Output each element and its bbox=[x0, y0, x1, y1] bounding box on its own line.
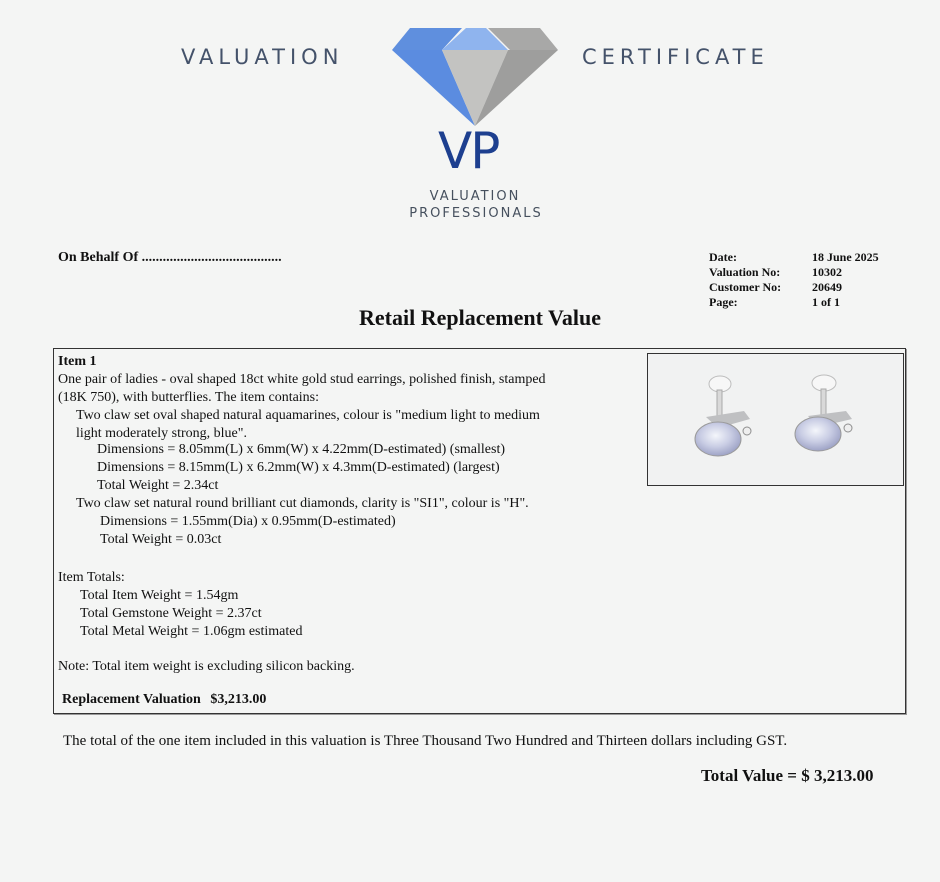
item-note: Note: Total item weight is excluding silicon backing. bbox=[58, 659, 355, 674]
brand-line-professionals: PROFESSIONALS bbox=[409, 206, 543, 221]
aquamarine-description-line-1: Two claw set oval shaped natural aquamarines, colour is "medium light to medium bbox=[76, 408, 540, 423]
header-certificate-word: CERTIFICATE bbox=[582, 45, 769, 69]
meta-value-customer-no: 20649 bbox=[812, 280, 842, 294]
diamond-dimensions: Dimensions = 1.55mm(Dia) x 0.95mm(D-estimated) bbox=[100, 514, 396, 529]
on-behalf-label: On Behalf Of bbox=[58, 250, 139, 265]
meta-label-valuation-no: Valuation No: bbox=[709, 265, 781, 279]
logo-vp-letters: VP bbox=[438, 122, 499, 180]
total-gemstone-weight: Total Gemstone Weight = 2.37ct bbox=[80, 606, 262, 621]
total-item-weight: Total Item Weight = 1.54gm bbox=[80, 588, 239, 603]
on-behalf-of bbox=[58, 250, 282, 266]
aquamarine-description-line-2: light moderately strong, blue". bbox=[76, 426, 247, 441]
aquamarine-dimensions-smallest: Dimensions = 8.05mm(L) x 6mm(W) x 4.22mm(D-estimated) (smallest) bbox=[97, 442, 505, 457]
item-heading: Item 1 bbox=[58, 354, 97, 369]
item-photo bbox=[647, 353, 904, 486]
replacement-valuation bbox=[62, 691, 266, 709]
meta-label-page: Page: bbox=[709, 295, 738, 309]
document-title: Retail Replacement Value bbox=[359, 305, 601, 330]
meta-label-customer-no: Customer No: bbox=[709, 280, 782, 294]
meta-label-date: Date: bbox=[709, 250, 737, 264]
diamond-description: Two claw set natural round brilliant cut diamonds, clarity is "SI1", colour is "H". bbox=[76, 496, 529, 511]
replacement-valuation-label: Replacement Valuation bbox=[62, 692, 201, 707]
replacement-valuation-value: $3,213.00 bbox=[210, 692, 267, 707]
brand-line-valuation: VALUATION bbox=[429, 189, 521, 204]
total-value: Total Value = $ 3,213.00 bbox=[701, 766, 874, 785]
meta-value-valuation-no: 10302 bbox=[812, 265, 842, 279]
total-metal-weight: Total Metal Weight = 1.06gm estimated bbox=[80, 624, 303, 639]
item-description-line-1: One pair of ladies - oval shaped 18ct white gold stud earrings, polished finish, stamped bbox=[58, 372, 546, 387]
aquamarine-total-weight: Total Weight = 2.34ct bbox=[97, 478, 219, 493]
diamond-icon bbox=[392, 26, 558, 126]
item-totals-heading: Item Totals: bbox=[58, 570, 125, 585]
item-description-line-2: (18K 750), with butterflies. The item contains: bbox=[58, 390, 320, 405]
earrings-image bbox=[648, 354, 903, 485]
meta-value-page: 1 of 1 bbox=[812, 295, 840, 309]
on-behalf-dots: ........................................ bbox=[141, 250, 282, 265]
meta-value-date: 18 June 2025 bbox=[812, 250, 879, 264]
header-valuation-word: VALUATION bbox=[181, 45, 344, 69]
diamond-total-weight: Total Weight = 0.03ct bbox=[100, 532, 222, 547]
aquamarine-dimensions-largest: Dimensions = 8.15mm(L) x 6.2mm(W) x 4.3mm(D-estimated) (largest) bbox=[97, 460, 500, 475]
valuation-summary: The total of the one item included in this valuation is Three Thousand Two Hundred and Thirteen dollars including GST. bbox=[63, 733, 788, 749]
